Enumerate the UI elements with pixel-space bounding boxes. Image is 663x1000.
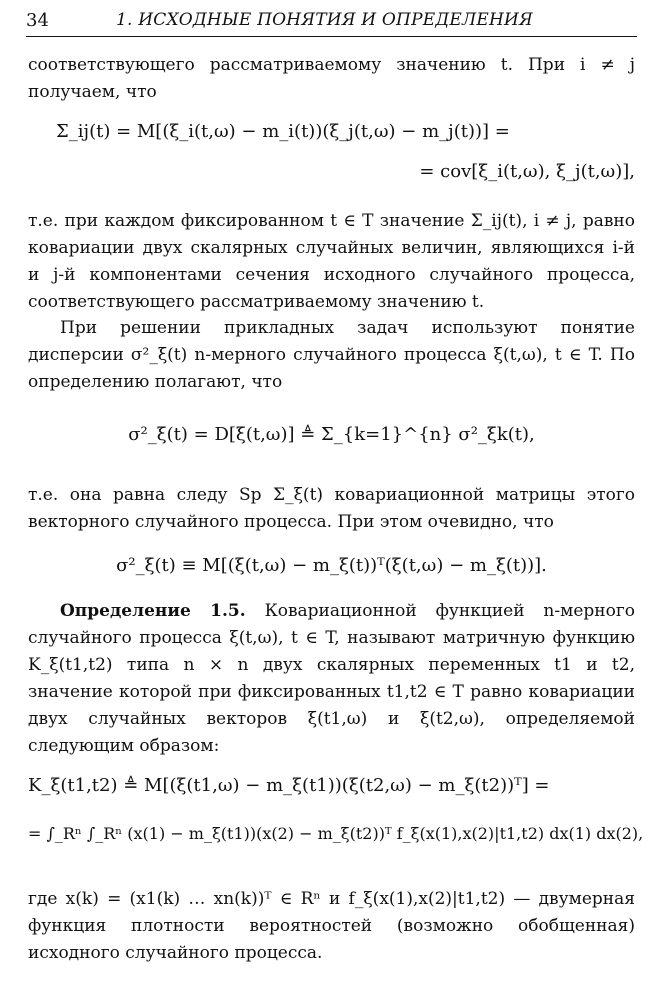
running-title: 1. ИСХОДНЫЕ ПОНЯТИЯ И ОПРЕДЕЛЕНИЯ [116,10,533,30]
paragraph-2-text: т.е. при каждом фиксированном t ∈ T значение Σ_ij(t), i ≠ j, равно ковариации двух скалярных случайных величин, являющихся i-й и j-й компонентами сечения исходного случайного процесса, соответствующего рассматриваемому значению t. [28,211,635,312]
paragraph-1 [28,52,635,106]
equation-2 [28,400,635,470]
equation-1-line-1: Σ_ij(t) = M[(ξ_i(t,ω) − m_i(t))(ξ_j(t,ω) − m_j(t))] = [56,121,510,142]
paragraph-5-text: где x(k) = (x1(k) … xn(k))ᵀ ∈ Rⁿ и f_ξ(x(1),x(2)|t1,t2) — двумерная функция плотности вероятностей (возможно обобщенная) исходного случайного процесса. [28,889,635,963]
equation-2-line: σ²_ξ(t) = D[ξ(t,ω)] ≜ Σ_{k=1}^{n} σ²_ξk(t), [128,424,535,445]
equation-4 [28,766,644,862]
paragraph-4-text: т.е. она равна следу Sp Σ_ξ(t) ковариационной матрицы этого векторного случайного процесса. При этом очевидно, что [28,485,635,532]
header-rule [26,36,637,37]
page-number: 34 [26,10,49,31]
paragraph-4 [28,482,635,536]
paragraph-1-text: соответствующего рассматриваемому значению t. При i ≠ j получаем, что [28,55,635,102]
equation-1 [28,112,635,192]
equation-3-line: σ²_ξ(t) ≡ M[(ξ(t,ω) − m_ξ(t))ᵀ(ξ(t,ω) − m_ξ(t))]. [116,555,547,576]
equation-4-line-2: = ∫_Rⁿ ∫_Rⁿ (x(1) − m_ξ(t1))(x(2) − m_ξ(t2))ᵀ f_ξ(x(1),x(2)|t1,t2) dx(1) dx(2), [28,824,644,843]
definition-1-5 [28,598,635,760]
definition-label: Определение 1.5. [60,601,246,621]
paragraph-5 [28,886,635,967]
equation-4-line-1: K_ξ(t1,t2) ≜ M[(ξ(t1,ω) − m_ξ(t1))(ξ(t2,ω) − m_ξ(t2))ᵀ] = [28,775,550,796]
definition-text: Ковариационной функцией n-мерного случайного процесса ξ(t,ω), t ∈ T, называют матричную функцию K_ξ(t1,t2) типа n × n двух скалярных переменных t1 и t2, значение которой при фиксированных t1,t2 ∈ T равно ковариации двух случайных векторов ξ(t1,ω) и ξ(t2,ω), определяемой следующим образом: [28,601,635,756]
page-header [26,6,637,34]
paragraph-3-text: При решении прикладных задач используют понятие дисперсии σ²_ξ(t) n-мерного случайного процесса ξ(t,ω), t ∈ T. По определению полагают, что [28,318,635,392]
equation-1-line-2: = cov[ξ_i(t,ω), ξ_j(t,ω)], [419,161,635,182]
paragraph-2 [28,208,635,316]
paragraph-3 [28,315,635,396]
equation-3 [28,546,635,586]
